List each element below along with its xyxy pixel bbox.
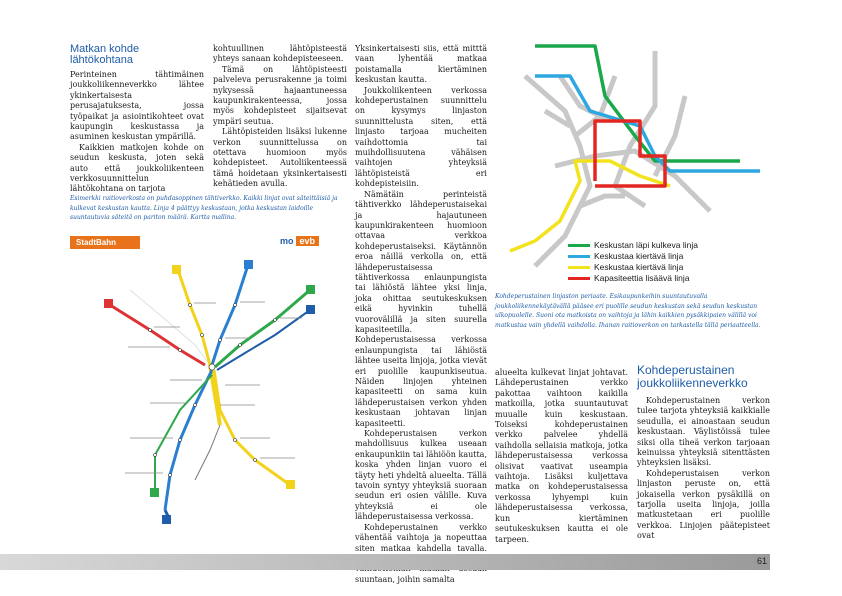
legend-item [568,240,698,251]
section-heading-2: Kohdeperustainen joukkoliikenneverkko [637,363,748,390]
paragraph: Kaikkien matkojen kohde on seudun keskusta, joten sekä auto että joukkoliikenteen verkkosuunnittelun lähtökohtana on tarjota [70,142,204,194]
paragraph: Lähtöpisteiden lisäksi lukenne verkon suunnittelussa on otettava huomioon myös kohdepisteet. Autoliikenteessä tämä hoidetaan yksinkertaisesti kehätieden avulla. [213,127,347,189]
text-column-1 [70,70,204,195]
tram-network-map [70,235,328,531]
text-column-5 [637,396,770,542]
legend-label: Keskustaa kiertävä linja [594,251,684,261]
paragraph: Perinteinen tähtimäinen joukkoliikenneverkko lähtee ykinkertaisesta perusajatuksesta, jossa työpaikat ja asiointikohteet ovat kaupungin keskustassa ja asuminen keskustan ympärillä. [70,70,204,142]
paragraph: Kohdeperustainen verkko vähentää vaihtoja ja nopeuttaa siten matkaa kahdella tavalla. suuntaan, joihin samalta [355,522,487,584]
legend-label: Keskustan läpi kulkeva linja [594,240,698,250]
paragraph: Tämä on lähtöpisteesti palveleva perusrakenne ja toimi nykysessä hajaantuneessa kaupunkirakenteessa, jossa myös kohdepisteet sijaitsevat ympäri seutua. [213,64,347,126]
legend-item [568,262,698,273]
text-column-3 [355,44,487,585]
paragraph: Kohdeperustaisen verkon mahdollisuus kulkea useaan enkaupunkiin tai lähiöön kautta, koska yhden linjan vuoro ei täyty heti yhdeltä alueelta. Tällä tavoin syntyy yhteyksiä suoraan seudun eri osien välille. Kuva yhteyksiä ei ole lähdeperustaisessa verkossa. [355,429,487,522]
logo-text-b: evb [296,236,320,246]
footer-bar [0,554,770,570]
legend-swatch [568,266,590,269]
legend-swatch [568,244,590,247]
diagram-legend [568,240,698,284]
paragraph: Kohdeperustainen verkon tulee tarjota yhteyksiä kaikkialle seudulla, ei ainoastaan seudun keskustaan. Väylistöissä tulee siksi olla tiheä verkon tarjoaan keinuissa yhteyksiä sitenttästen yhteyksien lisäksi. [637,396,770,468]
diagram-caption: Kohdeperustainen linjaston periaate. Esikaupunkeihin suuntautuvalla joukkoliikennekäytävällä pääsee eri puolille seudun keskustan sekä seudun keskustan ulkopuolelle. Suoni ota matkoista on vaihtoja ja lähin kaikkien pysäkkipaien välillä voi matkustaa vain yhdellä vaihdolla. Ihanan raitioverkon on tarkastella tällä periaatteella. [495,293,761,329]
paragraph: kohtuullinen lähtöpisteestä yhteys sanaan kohdepisteeseen. [213,44,347,64]
through-line-green [535,46,740,161]
legend-item [568,273,698,284]
logo-text-a: mo [280,236,294,246]
paragraph: Joukkoliikenteen verkossa kohdeperustainen suunnittelu on kysymys linjaston suunnittelusta siten, että linjasto tarjoaa mucheiten vaihdottomia tai muihdollisuutena vähäisen vaihtojen yhteyksiä lähtöpisteistä eri kohdepisteisiin. [355,85,487,189]
paragraph: Nämätäin perinteistä tähtiverkko lähdeperustaisekai ja hajautuneen kaupunkirakenteen huomioon ottavaa verkkoa kohdeperustaiseksi. Käytännön eroa näillä verkolla on, että lähdeperustaisessa tähtiverkossa enlaunpungista tai lähiöstä lähtee yksi linja, joka ohittaa seutukeskuksen eikä hyvinkin tuhellä vuorovälillä ja siten suurella kapasiteetilla. Kohdeperustaisessa verkossa enlaunpungista tai lähiöstä lähtee useita linjoja, jotka vievät eri puolille kaupunkiseutua. Näiden linjojen yhteinen kapasiteetti on sama kuin lähdeperustaisen verkon yhden keskustaan johtavan linjan kapasiteetti. [355,189,487,428]
section-heading-1: Matkan kohde lähtökohtana [70,43,140,66]
text-column-4 [495,368,628,545]
legend-label: Kapasiteettia lisäävä linja [594,273,690,283]
paragraph: Yksinkertaisesti siis, että mitttä vaan lyhentää matkaa poistamalla kiertäminen keskustan kautta. [355,44,487,85]
legend-swatch [568,277,590,280]
tram-map-graphic [70,235,328,531]
legend-swatch [568,255,590,258]
legend-label: Keskustaa kiertävä linja [594,262,684,272]
orbital-line-yellow [510,161,670,251]
legend-item [568,251,698,262]
paragraph: alueelta kulkevat linjat johtavat. Lähdeperustainen verkko pakottaa vaihtoon kaikilla matkoilla, jotka suuntautuvat muualle kuin keskustaan. Toiseksi kohdeperustainen verkko palvelee yhdellä vaihdolla sellaisia matkoja, jotka lähdeperustaisessa verkossa olisivat vaativat useampia vaihtoja. Lisäksi kuljettava matka on kohdeperustaisessa verkossa lyhyempi kuin lähdeperustaisessa verkossa, kun kiertäminen seutukeskuksen kautta ei ole tarpeen. [495,368,628,544]
stadtbahn-logo: StadtBahn [70,236,140,249]
paragraph: Kohdeperustaisen verkon linjaston peruste on, että jokaisella verkon pysäkillä on tarjolla useita linjoja, joilla matkustetaan eri puolille verkkoa. Linjojen päätepisteet ovat [637,468,770,541]
map-caption: Esimerkki raitioverkosta on puhdasoppinen tähtiverkko. Kaikki linjat ovat säteittäisiä ja kulkevat keskustan kautta. Linja 4 päättyy keskustaan, jotka keskustan laidoille suuntautuvia säteitä on pariton määrä. Kartta mallina. [70,195,338,221]
page-number: 61 [757,556,768,566]
text-column-2 [213,44,347,190]
transit-operator-logo [280,236,319,246]
